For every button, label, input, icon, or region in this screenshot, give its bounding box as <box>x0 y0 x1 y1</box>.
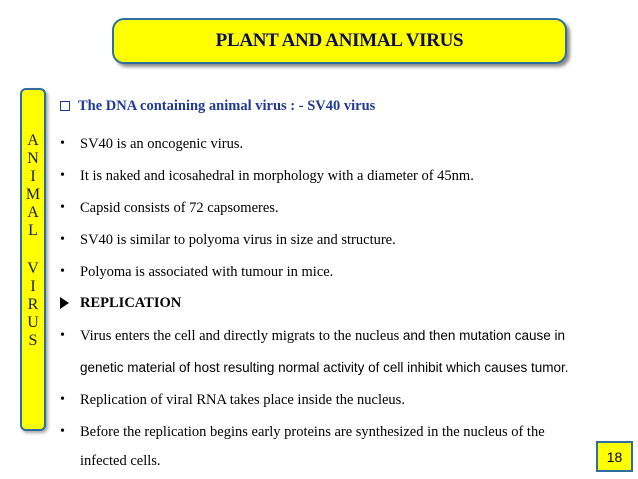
bullet-icon: • <box>60 136 65 151</box>
bullet-text-part: and then mutation cause in <box>402 328 565 343</box>
bullet-text: Before the replication begins early proteins are synthesized in the nucleus of the <box>80 424 545 440</box>
bullet-text: Capsid consists of 72 capsomeres. <box>80 200 279 216</box>
side-letter: A <box>27 132 39 149</box>
page-title: PLANT AND ANIMAL VIRUS <box>215 30 464 51</box>
side-letter: L <box>28 222 38 239</box>
replication-heading: REPLICATION <box>80 295 182 311</box>
bullet-text: Polyoma is associated with tumour in mice. <box>80 264 334 280</box>
side-letter: R <box>27 296 39 313</box>
bullet-icon: • <box>60 264 65 279</box>
side-letter: N <box>27 150 39 167</box>
side-letter: M <box>25 186 41 203</box>
side-letter: I <box>30 168 36 185</box>
bullet-text-continuation: infected cells. <box>80 453 161 469</box>
side-label-box <box>20 88 46 431</box>
bullet-text: SV40 is similar to polyoma virus in size and structure. <box>80 232 396 248</box>
bullet-text <box>80 327 565 345</box>
bullet-text: It is naked and icosahedral in morphology with a diameter of 45nm. <box>80 168 474 184</box>
title-banner <box>112 18 567 64</box>
bullet-text-continuation: genetic material of host resulting normal activity of cell inhibit which causes tumor. <box>80 360 569 375</box>
checkbox-bullet-icon <box>60 101 70 111</box>
bullet-icon: • <box>60 200 65 215</box>
side-letter: V <box>27 260 39 277</box>
bullet-icon: • <box>60 232 65 247</box>
side-letter: S <box>28 332 38 349</box>
side-letter: U <box>27 314 39 331</box>
arrow-bullet-icon <box>60 297 69 309</box>
bullet-icon: • <box>60 168 65 183</box>
bullet-text: SV40 is an oncogenic virus. <box>80 136 244 152</box>
bullet-icon: • <box>60 328 65 343</box>
page-number: 18 <box>596 441 633 472</box>
side-letter: I <box>30 278 36 295</box>
side-letter: A <box>27 204 39 221</box>
bullet-text-part: Virus enters the cell and directly migrats to the nucleus <box>80 328 403 344</box>
bullet-icon: • <box>60 424 65 439</box>
section-heading: The DNA containing animal virus : - SV40 virus <box>78 98 376 114</box>
bullet-icon: • <box>60 392 65 407</box>
bullet-text: Replication of viral RNA takes place inside the nucleus. <box>80 392 405 408</box>
